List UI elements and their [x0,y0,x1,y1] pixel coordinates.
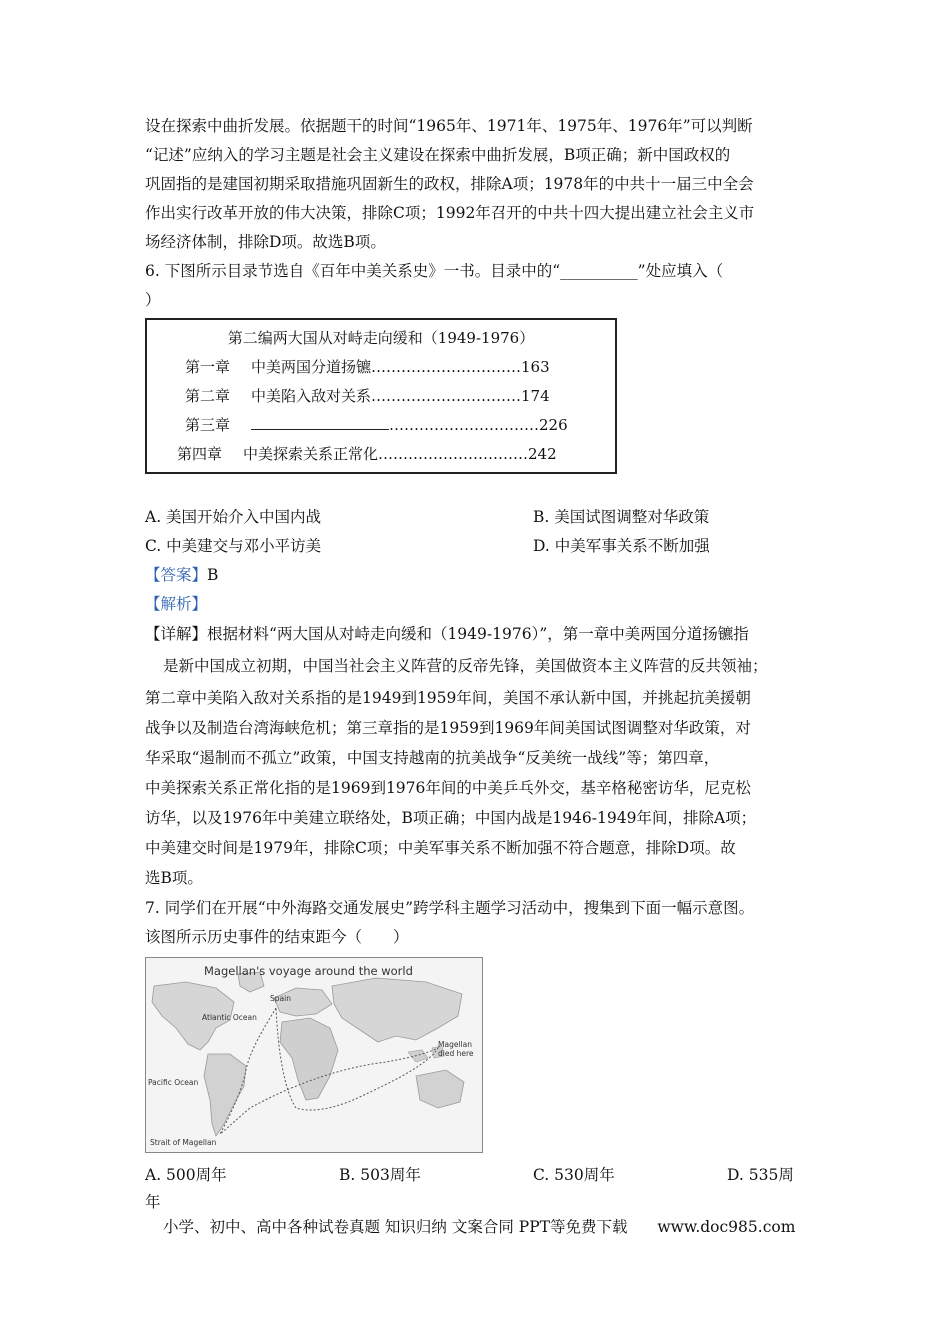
footer-url: www.doc985.com [657,1218,796,1236]
q6-detail-line [145,622,749,646]
q6-stem-bracket: ） [145,291,161,309]
q6-detail-line: 华采取“遏制而不孤立”政策，中国支持越南的抗美战争“反美统一战线”等；第四章， [145,749,720,767]
map-title: Magellan's voyage around the world [204,964,413,978]
toc-row [185,356,550,377]
footer-text: 小学、初中、高中各种试卷真题 知识归纳 文案合同 PPT等免费下载 [163,1218,628,1236]
toc-page: 226 [539,416,568,434]
toc-page: 242 [528,445,557,463]
toc-chapter-title: 中美陷入敌对关系 [251,387,372,405]
toc-dots: ………………………… [378,445,529,463]
q6-analysis-label [145,592,207,616]
q6-option-c: C. 中美建交与邓小平访美 [145,537,322,555]
q7-option-b: B. 503周年 [339,1166,421,1184]
toc-chapter: 第四章 [177,445,223,463]
toc-dots: ………………………… [371,358,522,376]
q6-detail-line: 访华，以及1976年中美建立联络处，B项正确；中国内战是1946-1949年间，排除A项； [145,809,757,827]
toc-blank-line [251,415,389,430]
q6-detail-line: 中美探索关系正常化指的是1969到1976年间的中美乒乓外交，基辛格秘密访华，尼克松 [145,779,751,797]
page-footer [163,1215,795,1237]
map-label-atlantic: Atlantic Ocean [202,1013,257,1022]
q6-detail-line: 中美建交时间是1979年，排除C项；中美军事关系不断加强不符合题意，排除D项。故 [145,839,736,857]
map-label-died-here: died here [438,1049,474,1058]
q7-stem: 7. 同学们在开展“中外海路交通发展史”跨学科主题学习活动中，搜集到下面一幅示意图。 [145,899,755,917]
q7-stem: 该图所示历史事件的结束距今（ ） [145,928,409,946]
map-label-spain: Spain [270,994,291,1003]
q6-option-b: B. 美国试图调整对华政策 [533,508,710,526]
map-label-magellan: Magellan [438,1040,472,1049]
q6-stem: 6. 下图所示目录节选自《百年中美关系史》一书。目录中的“__________”处应填入（ [145,262,724,280]
toc-row [185,385,550,406]
toc-dots: ………………………… [371,387,522,405]
world-map-graphic [146,958,482,1152]
toc-chapter-title: 中美探索关系正常化 [243,445,379,463]
detail-label: 【详解】 [145,625,208,643]
map-label-pacific: Pacific Ocean [148,1078,199,1087]
detail-text: 根据材料“两大国从对峙走向缓和（1949-1976）”，第一章中美两国分道扬镳指 [207,625,749,643]
toc-page: 174 [521,387,550,405]
toc-title: 第二编两大国从对峙走向缓和（1949-1976） [227,329,535,347]
q6-detail-line: 第二章中美陷入敌对关系指的是1949到1959年间，美国不承认新中国，并挑起抗美援朝 [145,689,751,707]
q7-option-d-wrap: 年 [145,1193,161,1211]
q6-answer [145,563,218,587]
paragraph-line: “记述”应纳入的学习主题是社会主义建设在探索中曲折发展，B项正确；新中国政权的 [145,146,731,164]
analysis-label: 【解析】 [145,595,208,613]
toc-chapter-title: 中美两国分道扬镳 [251,358,372,376]
magellan-map [145,957,483,1153]
answer-label: 【答案】 [145,566,208,584]
q6-option-a: A. 美国开始介入中国内战 [145,508,322,526]
paragraph-line: 作出实行改革开放的伟大决策，排除C项；1992年召开的中共十四大提出建立社会主义市 [145,204,755,222]
toc-chapter: 第三章 [185,416,231,434]
toc-page: 163 [521,358,550,376]
toc-row [177,443,557,464]
q7-option-d: D. 535周 [727,1166,794,1184]
toc-chapter: 第一章 [185,358,231,376]
q7-option-a: A. 500周年 [145,1166,227,1184]
paragraph-line: 设在探索中曲折发展。依据题干的时间“1965年、1971年、1975年、1976年”可以判断 [145,117,753,135]
q6-detail-line: 选B项。 [145,869,203,887]
toc-chapter: 第二章 [185,387,231,405]
q7-option-c: C. 530周年 [533,1166,615,1184]
q6-detail-line: 是新中国成立初期，中国当社会主义阵营的反帝先锋，美国做资本主义阵营的反共领袖； [163,657,768,675]
toc-box [145,318,617,474]
answer-value: B [207,566,219,584]
map-label-strait: Strait of Magellan [150,1138,217,1147]
q6-option-d: D. 中美军事关系不断加强 [533,537,710,555]
toc-row [185,414,568,435]
paragraph-line: 场经济体制，排除D项。故选B项。 [145,233,386,251]
paragraph-line: 巩固指的是建国初期采取措施巩固新生的政权，排除A项；1978年的中共十一届三中全会 [145,175,754,193]
toc-dots: ………………………… [389,416,539,434]
q6-detail-line: 战争以及制造台湾海峡危机；第三章指的是1959到1969年间美国试图调整对华政策，对 [145,719,751,737]
